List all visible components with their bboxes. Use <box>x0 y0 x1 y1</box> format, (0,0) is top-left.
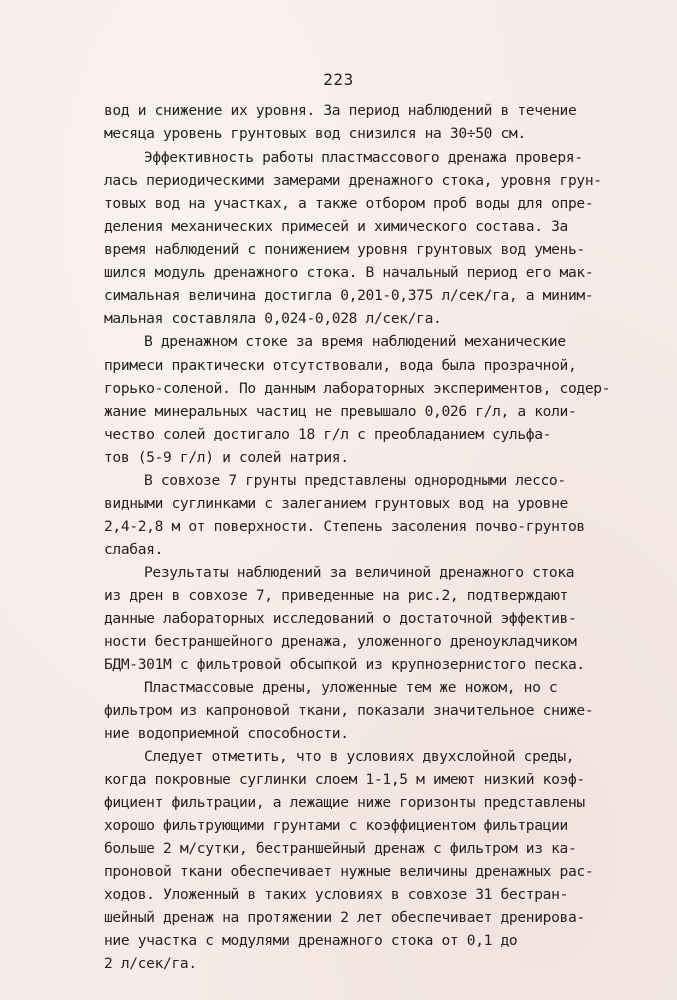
text-line: слабая. <box>104 541 164 558</box>
text-line: когда покровные суглинки слоем 1-1,5 м имеют низкий коэф- <box>104 771 585 788</box>
text-line: 2,4-2,8 м от поверхности. Степень засоления почво-грунтов <box>104 518 585 535</box>
text-line: ние водоприемной способности. <box>104 725 349 742</box>
text-line: товых вод на участках, а также отбором проб воды для опре- <box>104 195 594 212</box>
text-line: время наблюдений с понижением уровня грунтовых вод умень- <box>104 241 585 258</box>
text-line: видными суглинками с залеганием грунтовых вод на уровне <box>104 495 568 512</box>
text-line: Эффективность работы пластмассового дренажа проверя- <box>144 149 583 166</box>
text-line: из дрен в совхозе 7, приведенные на рис.2, подтверждают <box>104 587 568 604</box>
text-line: жание минеральных частиц не превышало 0,026 г/л, а коли- <box>104 403 577 420</box>
text-line: месяца уровень грунтовых вод снизился на 30÷50 см. <box>104 125 526 142</box>
text-line: симальная величина достигла 0,201-0,375 л/сек/га, а миним- <box>104 287 594 304</box>
text-line: фициент фильтрации, а лежащие ниже горизонты представлены <box>104 794 585 811</box>
text-line: БДМ-301М с фильтровой обсыпкой из крупнозернистого песка. <box>104 656 585 673</box>
text-line: В дренажном стоке за время наблюдений механические <box>144 333 566 350</box>
text-line: больше 2 м/сутки, бестраншейный дренаж с фильтром из ка- <box>104 840 577 857</box>
text-line: В совхозе 7 грунты представлены однородными лессо- <box>144 472 566 489</box>
text-line: тов (5-9 г/л) и солей натрия. <box>104 449 349 466</box>
text-line: шился модуль дренажного стока. В начальный период его мак- <box>104 264 594 281</box>
text-line: Следует отметить, что в условиях двухслойной среды, <box>144 748 575 765</box>
text-line: мальная составляла 0,024-0,028 л/сек/га. <box>104 310 442 327</box>
text-line: вод и снижение их уровня. За период наблюдений в течение <box>104 102 577 119</box>
text-line: чество солей достигало 18 г/л с преобладанием сульфа- <box>104 426 552 443</box>
text-line: хорошо фильтрующими грунтами с коэффициентом фильтрации <box>104 817 568 834</box>
text-line: фильтром из капроновой ткани, показали значительное сниже- <box>104 702 594 719</box>
text-line: лась периодическими замерами дренажного стока, уровня грун- <box>104 172 602 189</box>
text-line: проновой ткани обеспечивает нужные величины дренажных рас- <box>104 863 594 880</box>
text-line: примеси практически отсутствовали, вода была прозрачной, <box>104 357 577 374</box>
text-line: деления механических примесей и химического состава. За <box>104 218 568 235</box>
text-line: ние участка с модулями дренажного стока от 0,1 до <box>104 932 518 949</box>
text-line: ности бестраншейного дренажа, уложенного дреноукладчиком <box>104 633 577 650</box>
text-line: данные лабораторных исследований о достаточной эффектив- <box>104 610 577 627</box>
page-number: 223 <box>323 70 354 89</box>
text-line: Результаты наблюдений за величиной дренажного стока <box>144 564 575 581</box>
text-line: горько-соленой. По данным лабораторных экспериментов, содер- <box>104 380 611 397</box>
text-line: ходов. Уложенный в таких условиях в совхозе 31 бестран- <box>104 886 568 903</box>
text-line: шейный дренаж на протяжении 2 лет обеспечивает дренирова- <box>104 909 585 926</box>
text-line: Пластмассовые дрены, уложенные тем же ножом, но с <box>144 679 558 696</box>
text-line: 2 л/сек/га. <box>104 955 197 972</box>
